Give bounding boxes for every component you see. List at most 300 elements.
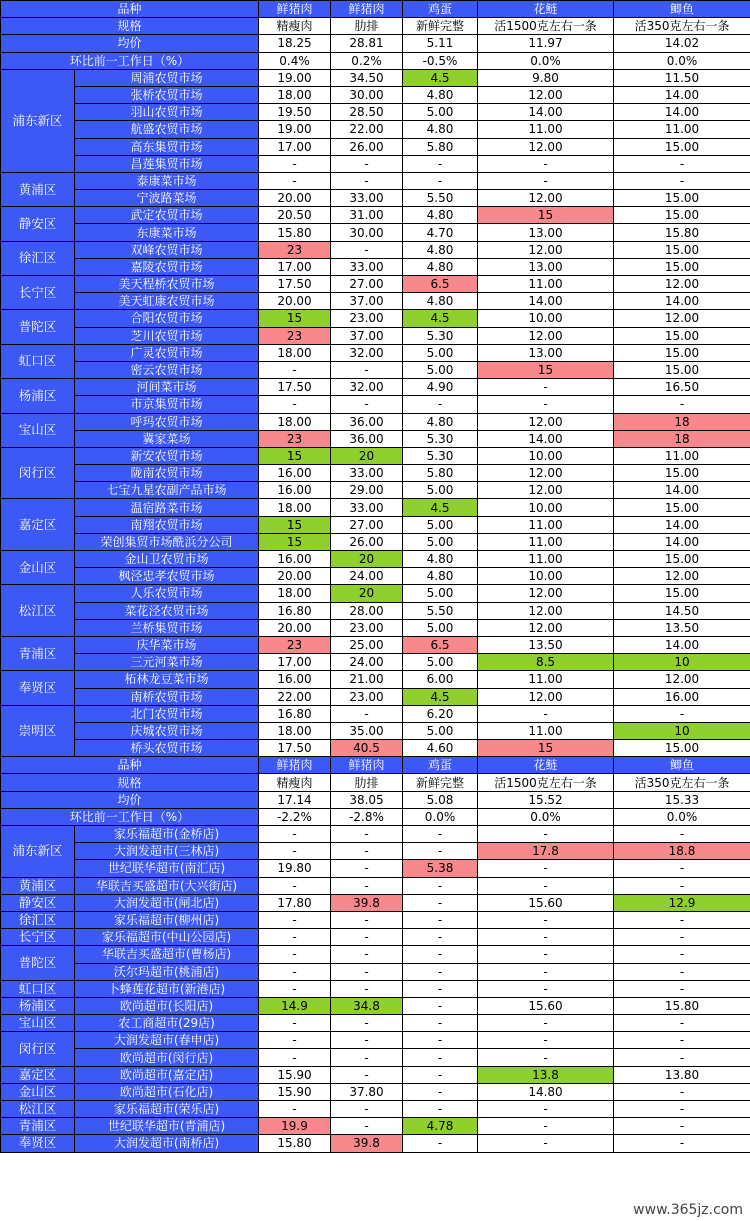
market-name-cell: 泰康菜市场	[75, 172, 259, 189]
header-kind-cell: 鸡蛋	[403, 757, 478, 774]
price-cell: 12.00	[478, 585, 614, 602]
market-name-cell: 航盛农贸市场	[75, 121, 259, 138]
market-name-cell: 大润发超市(南桥店)	[75, 1135, 259, 1152]
market-name-cell: 羽山农贸市场	[75, 104, 259, 121]
price-cell: -	[614, 155, 750, 172]
price-cell: 15	[259, 447, 331, 464]
district-cell: 长宁区	[1, 929, 75, 946]
market-name-cell: 家乐福超市(荣乐店)	[75, 1101, 259, 1118]
price-cell: -	[478, 705, 614, 722]
price-cell: -	[614, 860, 750, 877]
average-value: 17.14	[259, 791, 331, 808]
table-row	[1, 224, 750, 241]
price-cell: 15.80	[259, 224, 331, 241]
price-cell: 10	[614, 722, 750, 739]
price-cell: 20.00	[259, 190, 331, 207]
market-name-cell: 市京集贸市场	[75, 396, 259, 413]
price-cell: -	[331, 946, 403, 963]
price-cell: 15.00	[614, 361, 750, 378]
table-row	[1, 310, 750, 327]
price-cell: -	[259, 155, 331, 172]
header-spec-cell: 新鲜完整	[403, 18, 478, 35]
price-cell: 5.00	[403, 344, 478, 361]
table-row	[1, 980, 750, 997]
price-cell: -	[403, 155, 478, 172]
price-cell: 17.80	[259, 894, 331, 911]
price-cell: 15	[259, 516, 331, 533]
market-name-cell: 呼玛农贸市场	[75, 413, 259, 430]
price-cell: -	[331, 826, 403, 843]
price-cell: -	[259, 980, 331, 997]
market-name-cell: 河间菜市场	[75, 379, 259, 396]
price-cell: -	[614, 826, 750, 843]
header-label-spec: 规格	[1, 18, 259, 35]
price-cell: 11.00	[478, 551, 614, 568]
price-cell: -	[331, 860, 403, 877]
market-name-cell: 三元河菜市场	[75, 654, 259, 671]
market-name-cell: 周浦农贸市场	[75, 69, 259, 86]
price-cell: 15.00	[614, 585, 750, 602]
table-row	[1, 430, 750, 447]
price-cell: -	[478, 155, 614, 172]
market-name-cell: 人乐农贸市场	[75, 585, 259, 602]
price-cell: -	[259, 843, 331, 860]
price-cell: 14.00	[478, 104, 614, 121]
price-cell: 15.00	[614, 258, 750, 275]
price-cell: 5.30	[403, 327, 478, 344]
price-cell: 16.00	[259, 671, 331, 688]
change-value: 0.4%	[259, 52, 331, 69]
header-row-spec	[1, 774, 750, 791]
district-cell: 奉贤区	[1, 671, 75, 705]
price-cell: -	[614, 172, 750, 189]
price-cell: 10.00	[478, 499, 614, 516]
price-cell: 11.00	[478, 276, 614, 293]
average-value: 15.33	[614, 791, 750, 808]
district-cell: 静安区	[1, 894, 75, 911]
price-cell: 30.00	[331, 224, 403, 241]
table-row	[1, 516, 750, 533]
price-cell: -	[478, 396, 614, 413]
price-cell: 14.00	[614, 293, 750, 310]
price-cell: 23.00	[331, 688, 403, 705]
district-cell: 奉贤区	[1, 1135, 75, 1152]
price-cell: 4.5	[403, 310, 478, 327]
table-row	[1, 843, 750, 860]
table-row	[1, 619, 750, 636]
price-cell: -	[478, 1032, 614, 1049]
price-cell: 5.00	[403, 361, 478, 378]
market-name-cell: 高东集贸市场	[75, 138, 259, 155]
average-label: 均价	[1, 791, 259, 808]
price-cell: 15.00	[614, 465, 750, 482]
average-value: 28.81	[331, 35, 403, 52]
price-cell: 39.8	[331, 1135, 403, 1152]
price-cell: 5.50	[403, 602, 478, 619]
header-spec-cell: 活350克左右一条	[614, 18, 750, 35]
change-row	[1, 52, 750, 69]
price-cell: 6.5	[403, 636, 478, 653]
district-cell: 杨浦区	[1, 379, 75, 413]
header-spec-cell: 精瘦肉	[259, 18, 331, 35]
price-cell: 20	[331, 447, 403, 464]
price-cell: 17.50	[259, 276, 331, 293]
price-cell: 29.00	[331, 482, 403, 499]
header-spec-cell: 新鲜完整	[403, 774, 478, 791]
price-cell: 23	[259, 430, 331, 447]
change-value: 0.0%	[403, 808, 478, 825]
table-row	[1, 602, 750, 619]
price-cell: 32.00	[331, 379, 403, 396]
price-cell: -	[478, 946, 614, 963]
price-cell: -	[331, 911, 403, 928]
header-kind-cell: 鲫鱼	[614, 1, 750, 18]
price-cell: -	[478, 1015, 614, 1032]
price-cell: 6.20	[403, 705, 478, 722]
table-row	[1, 997, 750, 1014]
price-cell: 12.00	[478, 602, 614, 619]
price-cell: 6.5	[403, 276, 478, 293]
price-cell: 14.00	[614, 86, 750, 103]
price-cell: 37.00	[331, 327, 403, 344]
price-cell: 23	[259, 636, 331, 653]
price-cell: 5.00	[403, 722, 478, 739]
price-cell: 20.00	[259, 619, 331, 636]
price-cell: 15.00	[614, 499, 750, 516]
market-name-cell: 欧尚超市(嘉定店)	[75, 1066, 259, 1083]
price-cell: 16.00	[614, 688, 750, 705]
table-row	[1, 344, 750, 361]
price-cell: 15.00	[614, 551, 750, 568]
table-row	[1, 671, 750, 688]
price-cell: 11.00	[614, 447, 750, 464]
price-cell: -	[478, 963, 614, 980]
market-name-cell: 宁波路菜场	[75, 190, 259, 207]
price-cell: 16.00	[259, 551, 331, 568]
price-cell: -	[331, 705, 403, 722]
district-cell: 松江区	[1, 1101, 75, 1118]
price-cell: -	[614, 1118, 750, 1135]
price-cell: 12.00	[478, 413, 614, 430]
table-row	[1, 241, 750, 258]
header-kind-cell: 花鲢	[478, 1, 614, 18]
price-cell: -	[614, 1015, 750, 1032]
price-cell: 37.00	[331, 293, 403, 310]
price-cell: 33.00	[331, 258, 403, 275]
change-row	[1, 808, 750, 825]
table-row	[1, 172, 750, 189]
price-cell: 5.00	[403, 104, 478, 121]
market-name-cell: 昌莲集贸市场	[75, 155, 259, 172]
price-cell: 4.80	[403, 551, 478, 568]
price-cell: 11.50	[614, 69, 750, 86]
price-cell: 13.50	[614, 619, 750, 636]
table-row	[1, 551, 750, 568]
table-row	[1, 1066, 750, 1083]
table-row	[1, 104, 750, 121]
price-cell: 18.00	[259, 344, 331, 361]
market-name-cell: 密云农贸市场	[75, 361, 259, 378]
market-name-cell: 世纪联华超市(青浦店)	[75, 1118, 259, 1135]
market-name-cell: 大润发超市(春申店)	[75, 1032, 259, 1049]
price-cell: 6.00	[403, 671, 478, 688]
price-cell: 4.80	[403, 86, 478, 103]
table-row	[1, 276, 750, 293]
price-cell: 12.00	[478, 688, 614, 705]
table-row	[1, 826, 750, 843]
price-cell: -	[259, 1015, 331, 1032]
price-cell: 5.30	[403, 430, 478, 447]
price-cell: -	[259, 963, 331, 980]
table-row	[1, 722, 750, 739]
price-cell: -	[259, 1101, 331, 1118]
change-value: 0.2%	[331, 52, 403, 69]
price-cell: 15.80	[614, 224, 750, 241]
price-cell: 4.5	[403, 499, 478, 516]
header-kind-cell: 鲜猪肉	[331, 757, 403, 774]
table-row	[1, 1083, 750, 1100]
market-name-cell: 欧尚超市(长阳店)	[75, 997, 259, 1014]
price-cell: 15	[478, 740, 614, 757]
price-cell: -	[478, 980, 614, 997]
change-value: -2.8%	[331, 808, 403, 825]
price-cell: -	[331, 1066, 403, 1083]
price-cell: -	[614, 877, 750, 894]
price-cell: 39.8	[331, 894, 403, 911]
price-cell: -	[614, 1101, 750, 1118]
header-kind-cell: 鸡蛋	[403, 1, 478, 18]
price-cell: 40.5	[331, 740, 403, 757]
price-cell: 13.80	[614, 1066, 750, 1083]
table-row	[1, 69, 750, 86]
price-cell: 15.00	[614, 241, 750, 258]
district-cell: 虹口区	[1, 344, 75, 378]
header-kind-cell: 鲜猪肉	[259, 1, 331, 18]
price-cell: 14.00	[614, 516, 750, 533]
price-cell: -	[478, 1049, 614, 1066]
price-cell: -	[259, 361, 331, 378]
price-cell: 18.8	[614, 843, 750, 860]
price-cell: 12.00	[478, 190, 614, 207]
table-row	[1, 396, 750, 413]
price-cell: -	[614, 1049, 750, 1066]
price-cell: 13.00	[478, 224, 614, 241]
price-cell: 13.00	[478, 258, 614, 275]
price-cell: 5.00	[403, 516, 478, 533]
price-cell: 18.00	[259, 722, 331, 739]
district-cell: 虹口区	[1, 980, 75, 997]
price-cell: -	[478, 1118, 614, 1135]
market-name-cell: 沃尔玛超市(桃浦店)	[75, 963, 259, 980]
market-name-cell: 冀家菜场	[75, 430, 259, 447]
district-cell: 黄浦区	[1, 172, 75, 206]
district-cell: 嘉定区	[1, 1066, 75, 1083]
table-row	[1, 327, 750, 344]
price-cell: 27.00	[331, 276, 403, 293]
market-name-cell: 世纪联华超市(南汇店)	[75, 860, 259, 877]
market-name-cell: 新安农贸市场	[75, 447, 259, 464]
market-name-cell: 家乐福超市(中山公园店)	[75, 929, 259, 946]
price-cell: 19.00	[259, 121, 331, 138]
price-cell: 33.00	[331, 499, 403, 516]
average-value: 38.05	[331, 791, 403, 808]
table-row	[1, 1032, 750, 1049]
table-row	[1, 946, 750, 963]
market-name-cell: 菜花泾农贸市场	[75, 602, 259, 619]
table-row	[1, 705, 750, 722]
market-name-cell: 华联吉买盛超市(曹杨店)	[75, 946, 259, 963]
price-cell: -	[614, 980, 750, 997]
market-name-cell: 庆华菜市场	[75, 636, 259, 653]
price-cell: 12.00	[478, 465, 614, 482]
price-cell: 26.00	[331, 533, 403, 550]
market-name-cell: 北门农贸市场	[75, 705, 259, 722]
price-cell: 18.00	[259, 413, 331, 430]
price-cell: 22.00	[331, 121, 403, 138]
district-cell: 宝山区	[1, 413, 75, 447]
price-cell: 21.00	[331, 671, 403, 688]
market-name-cell: 欧尚超市(石化店)	[75, 1083, 259, 1100]
market-name-cell: 合阳农贸市场	[75, 310, 259, 327]
price-cell: 4.60	[403, 740, 478, 757]
price-cell: 13.8	[478, 1066, 614, 1083]
price-cell: 15.00	[614, 344, 750, 361]
table-row	[1, 482, 750, 499]
table-row	[1, 1049, 750, 1066]
price-cell: 31.00	[331, 207, 403, 224]
change-value: 0.0%	[614, 52, 750, 69]
price-cell: 23.00	[331, 310, 403, 327]
price-cell: -	[331, 172, 403, 189]
price-cell: 12.00	[614, 568, 750, 585]
price-cell: -	[403, 1066, 478, 1083]
district-cell: 浦东新区	[1, 69, 75, 172]
price-cell: 4.80	[403, 413, 478, 430]
price-cell: 15.80	[259, 1135, 331, 1152]
table-row	[1, 293, 750, 310]
price-cell: 13.50	[478, 636, 614, 653]
district-cell: 闵行区	[1, 1032, 75, 1066]
price-cell: -	[403, 980, 478, 997]
market-name-cell: 嘉陵农贸市场	[75, 258, 259, 275]
price-cell: 20.00	[259, 568, 331, 585]
header-row-spec	[1, 18, 750, 35]
market-name-cell: 芝川农贸市场	[75, 327, 259, 344]
price-cell: -	[478, 860, 614, 877]
price-cell: -	[403, 172, 478, 189]
market-name-cell: 东康菜市场	[75, 224, 259, 241]
price-cell: 14.00	[478, 293, 614, 310]
market-name-cell: 华联吉买盛超市(大兴街店)	[75, 877, 259, 894]
header-spec-cell: 精瘦肉	[259, 774, 331, 791]
average-value: 14.02	[614, 35, 750, 52]
market-name-cell: 南桥农贸市场	[75, 688, 259, 705]
district-cell: 金山区	[1, 1083, 75, 1100]
price-cell: 4.80	[403, 258, 478, 275]
header-kind-cell: 鲫鱼	[614, 757, 750, 774]
price-cell: 18.00	[259, 585, 331, 602]
market-name-cell: 卜蜂莲花超市(新港店)	[75, 980, 259, 997]
price-cell: 12.00	[614, 310, 750, 327]
price-cell: 28.00	[331, 602, 403, 619]
change-value: -2.2%	[259, 808, 331, 825]
price-cell: -	[331, 877, 403, 894]
header-kind-cell: 花鲢	[478, 757, 614, 774]
price-cell: 15	[478, 361, 614, 378]
table-row	[1, 740, 750, 757]
header-label-kind: 品种	[1, 1, 259, 18]
price-cell: -	[614, 705, 750, 722]
price-cell: -	[614, 1083, 750, 1100]
table-row	[1, 1101, 750, 1118]
price-cell: -	[614, 1135, 750, 1152]
price-cell: 17.00	[259, 138, 331, 155]
price-cell: 18.00	[259, 499, 331, 516]
market-name-cell: 广灵农贸市场	[75, 344, 259, 361]
price-cell: 36.00	[331, 413, 403, 430]
price-cell: -	[403, 1015, 478, 1032]
price-cell: -	[403, 1083, 478, 1100]
price-cell: 5.38	[403, 860, 478, 877]
price-cell: 28.50	[331, 104, 403, 121]
district-cell: 浦东新区	[1, 826, 75, 878]
price-cell: 11.00	[478, 533, 614, 550]
price-cell: 11.00	[478, 121, 614, 138]
table-row	[1, 465, 750, 482]
price-cell: -	[259, 396, 331, 413]
price-cell: 4.5	[403, 69, 478, 86]
header-kind-cell: 鲜猪肉	[259, 757, 331, 774]
price-cell: 5.80	[403, 138, 478, 155]
district-cell: 徐汇区	[1, 241, 75, 275]
price-cell: 10.00	[478, 447, 614, 464]
price-cell: 16.50	[614, 379, 750, 396]
price-cell: 18	[614, 430, 750, 447]
price-cell: 11.00	[478, 671, 614, 688]
price-cell: 20	[331, 585, 403, 602]
table-row	[1, 379, 750, 396]
header-spec-cell: 活350克左右一条	[614, 774, 750, 791]
price-cell: 14.9	[259, 997, 331, 1014]
header-row-kind	[1, 1, 750, 18]
price-cell: 15	[478, 207, 614, 224]
table-row	[1, 138, 750, 155]
table-row	[1, 447, 750, 464]
price-cell: -	[403, 1101, 478, 1118]
price-cell: 5.30	[403, 447, 478, 464]
price-cell: 37.80	[331, 1083, 403, 1100]
table-row	[1, 361, 750, 378]
table-row	[1, 1015, 750, 1032]
average-value: 5.08	[403, 791, 478, 808]
price-cell: 12.00	[478, 241, 614, 258]
change-label: 环比前一工作日（%）	[1, 52, 259, 69]
price-cell: 5.50	[403, 190, 478, 207]
price-cell: 15.00	[614, 740, 750, 757]
price-cell: 26.00	[331, 138, 403, 155]
price-cell: -	[331, 361, 403, 378]
table-row	[1, 636, 750, 653]
price-cell: -	[331, 396, 403, 413]
price-cell: -	[403, 946, 478, 963]
market-name-cell: 农工商超市(29店)	[75, 1015, 259, 1032]
market-name-cell: 荣创集贸市场酰浜分公司	[75, 533, 259, 550]
district-cell: 青浦区	[1, 636, 75, 670]
price-cell: 23	[259, 241, 331, 258]
market-name-cell: 张桥农贸市场	[75, 86, 259, 103]
change-value: 0.0%	[478, 52, 614, 69]
header-spec-cell: 活1500克左右一条	[478, 774, 614, 791]
